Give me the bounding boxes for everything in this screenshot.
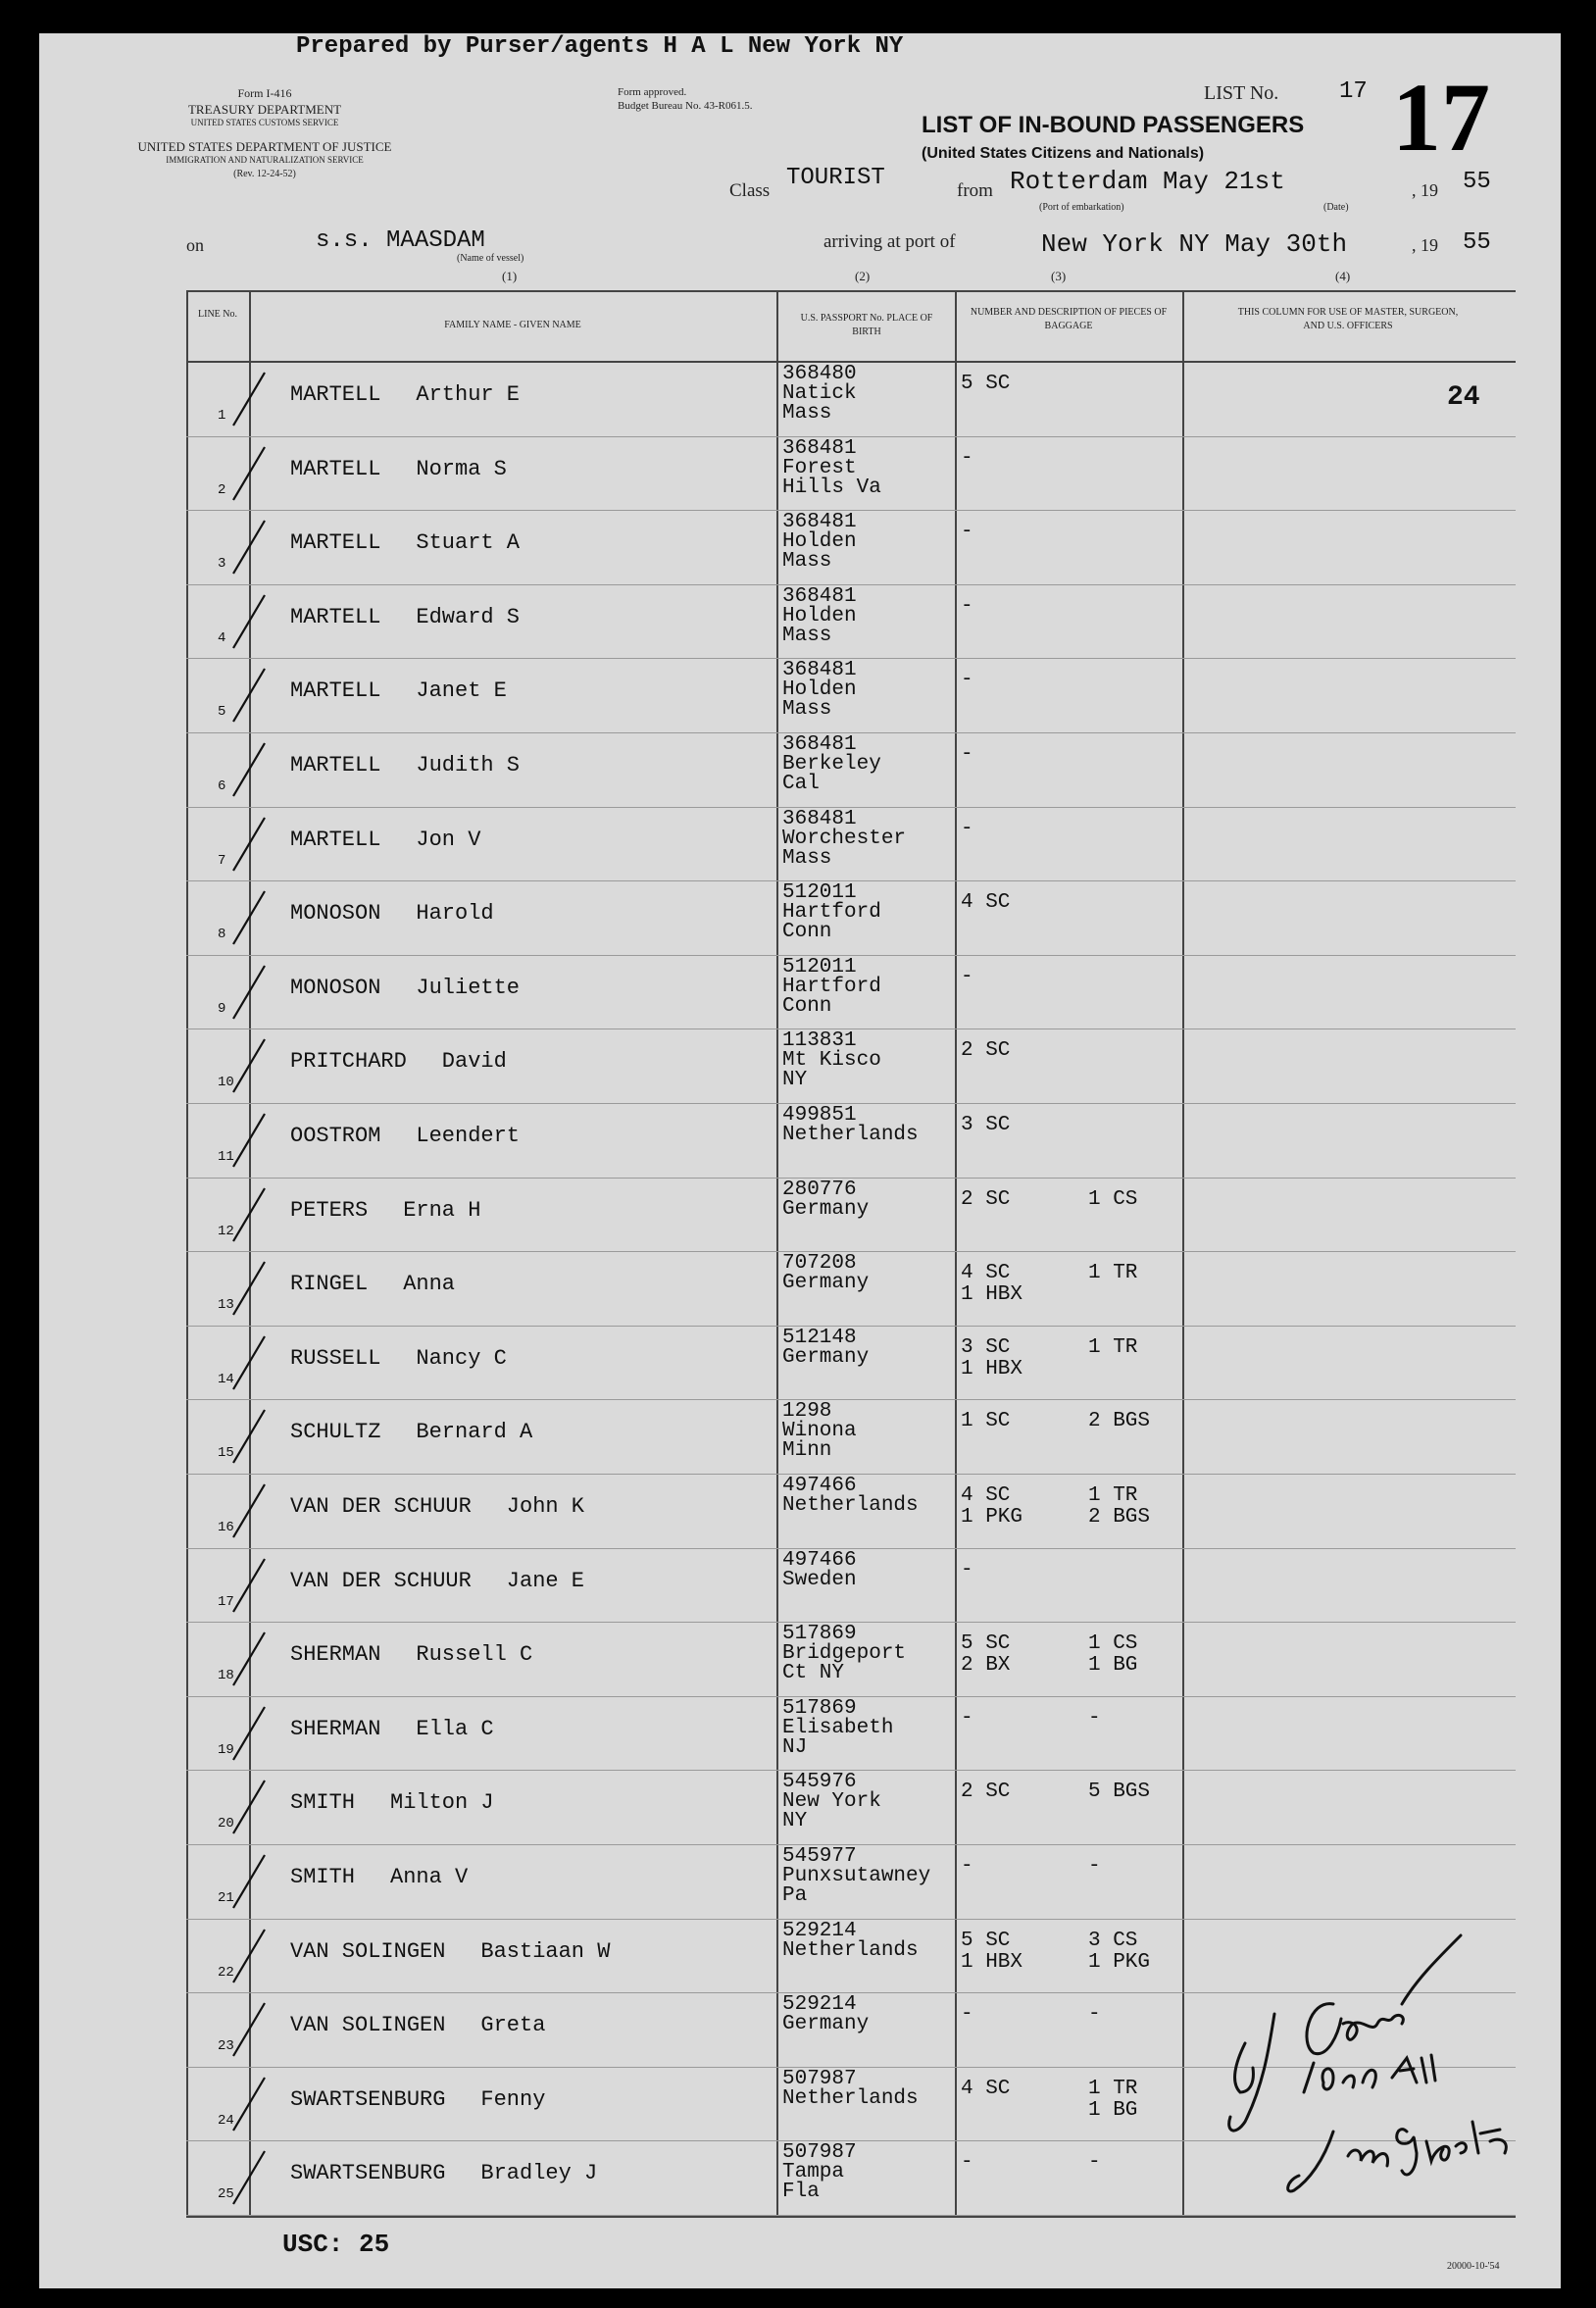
header-baggage: NUMBER AND DESCRIPTION OF PIECES OF BAGGAGE [970,307,1168,331]
line-number: 9 [218,1000,226,1017]
birth-place: Tampa [782,2161,845,2184]
baggage-4: 2 BGS [1088,1506,1151,1529]
inspector-signature-image [1216,1896,1549,2230]
given-name: Milton J [390,1790,494,1816]
family-name: MARTELL [290,604,381,629]
birth-place: Worchester [782,827,907,850]
baggage-4: 1 BG [1088,2098,1138,2122]
line-number: 14 [218,1371,234,1387]
birth-place: Bridgeport [782,1642,907,1666]
family-name: SMITH [290,1790,356,1816]
family-name: SHERMAN [290,1642,381,1668]
baggage-1: 3 SC [961,1335,1011,1359]
given-name: Juliette [416,975,521,1000]
baggage-3: 5 BGS [1088,1781,1151,1804]
baggage-4: 1 PKG [1088,1950,1151,1974]
year-suffix-1: 55 [1463,169,1491,195]
family-name: SWARTSENBURG [290,2161,446,2186]
given-name: Fenny [480,2086,546,2112]
header-officers: THIS COLUMN FOR USE OF MASTER, SURGEON, AND U.S. OFFICERS [1237,307,1459,331]
birth-place-line-2: Mass [782,402,832,425]
birth-place: Germany [782,1272,870,1295]
check-mark-icon [186,1330,274,1399]
check-mark-icon [186,1256,274,1325]
given-name: Jon V [416,827,481,852]
line-number: 19 [218,1741,234,1758]
birth-place: Sweden [782,1568,857,1591]
baggage-1: - [961,521,973,544]
baggage-1: - [961,743,973,766]
line-number: 3 [218,556,226,573]
given-name: Bastiaan W [480,1938,611,1964]
class-label: Class [729,180,771,201]
passport-number: 545977 [782,1845,857,1868]
birth-place: Netherlands [782,2086,919,2110]
justice-dept: UNITED STATES DEPARTMENT OF JUSTICE [137,139,392,154]
col-number-1: (1) [502,269,518,283]
passport-number: 368481 [782,584,857,608]
passport-number: 368481 [782,436,857,460]
passport-number: 517869 [782,1623,857,1646]
baggage-3: 1 CS [1088,1187,1138,1211]
vessel-note: (Name of vessel) [457,253,524,264]
passport-number: 368481 [782,733,857,756]
passport-number: 368480 [782,363,857,385]
passport-number: 113831 [782,1029,857,1053]
baggage-1: - [961,965,973,988]
check-mark-icon [186,441,274,510]
baggage-1: - [961,2003,973,2027]
check-mark-icon [186,1775,274,1843]
from-value: Rotterdam May 21st [1010,167,1285,196]
form-revision: (Rev. 12-24-52) [233,169,296,179]
passport-number: 529214 [782,1919,857,1942]
class-value: TOURIST [786,165,885,191]
baggage-2: 1 PKG [961,1506,1023,1529]
line-number: 2 [218,481,226,498]
baggage-2: 1 HBX [961,1283,1023,1307]
passport-number: 545976 [782,1771,857,1794]
birth-place: Holden [782,604,857,627]
baggage-1: 4 SC [961,1484,1011,1507]
baggage-1: 3 SC [961,1114,1011,1136]
family-name: PRITCHARD [290,1049,407,1075]
baggage-2: 1 HBX [961,1950,1023,1974]
line-number: 17 [218,1593,234,1610]
passport-number: 507987 [782,2141,857,2165]
col-number-4: (4) [1335,269,1351,283]
given-name: Leendert [416,1124,521,1148]
birth-place-line-2: Mass [782,550,832,574]
col-number-3: (3) [1051,269,1067,283]
line-number: 24 [218,2112,234,2129]
baggage-1: 2 SC [961,1187,1011,1211]
baggage-3: 3 CS [1088,1929,1138,1952]
check-mark-icon [186,589,274,658]
given-name: Anna [403,1272,455,1297]
birth-place: Netherlands [782,1124,919,1146]
given-name: David [441,1049,507,1075]
baggage-3: - [1088,1855,1101,1878]
vessel-name: s.s. MAASDAM [316,227,485,254]
given-name: Erna H [403,1197,481,1223]
check-mark-icon [186,885,274,954]
check-mark-icon [186,737,274,806]
passport-number: 497466 [782,1548,857,1572]
family-name: MONOSON [290,901,381,927]
baggage-1: 1 SC [961,1410,1011,1433]
baggage-1: - [961,446,973,470]
birth-place-line-2: NY [782,1810,808,1833]
check-mark-icon [186,1553,274,1622]
given-name: Edward S [416,604,521,629]
line-number: 8 [218,927,226,943]
birth-place: Winona [782,1420,857,1443]
given-name: Jane E [506,1568,585,1593]
baggage-1: 2 SC [961,1039,1011,1063]
birth-place-line-2: Conn [782,994,832,1018]
birth-place: Netherlands [782,1938,919,1962]
birth-place: Punxsutawney [782,1865,931,1887]
line-number: 16 [218,1520,234,1535]
given-name: Ella C [416,1716,494,1741]
form-number: Form I-416 [237,86,292,100]
family-name: MARTELL [290,382,381,407]
line-number: 7 [218,852,226,869]
line-number: 15 [218,1445,234,1462]
customs-service: UNITED STATES CUSTOMS SERVICE [190,118,339,127]
birth-place-line-2: Mass [782,624,832,647]
family-name: MARTELL [290,678,381,704]
passport-number: 497466 [782,1475,857,1497]
line-number: 23 [218,2038,234,2055]
birth-place: Germany [782,1345,870,1369]
passport-number: 529214 [782,1993,857,2017]
check-mark-icon [186,960,274,1029]
port-of-embarkation-note: (Port of embarkation) [1039,202,1124,213]
arriving-label: arriving at port of [823,231,956,252]
check-mark-icon [186,663,274,731]
col-divider-baggage [1182,292,1184,2218]
passport-number: 499851 [782,1104,857,1127]
check-mark-icon [186,1404,274,1473]
baggage-1: 4 SC [961,1262,1011,1285]
check-mark-icon [186,1924,274,1992]
passport-number: 368481 [782,659,857,682]
birth-place: Germany [782,1197,870,1221]
birth-place-line-2: Conn [782,921,832,944]
passport-number: 368481 [782,511,857,534]
baggage-3: - [1088,1706,1101,1730]
passport-number: 707208 [782,1252,857,1276]
check-mark-icon [186,812,274,880]
family-name: SHERMAN [290,1716,381,1741]
birth-place-line-2: Mass [782,698,832,722]
given-name: Bernard A [416,1420,533,1445]
birth-place: Holden [782,530,857,554]
given-name: Norma S [416,456,507,481]
birth-place-line-2: Cal [782,773,820,795]
arriving-value: New York NY May 30th [1041,229,1348,259]
check-mark-icon [186,2145,274,2214]
birth-place: Berkeley [782,753,881,776]
birth-place-line-2: NJ [782,1735,808,1759]
check-mark-icon [186,1627,274,1695]
check-mark-icon [186,1182,274,1251]
row-divider [186,1399,1516,1400]
family-name: OOSTROM [290,1124,381,1148]
family-name: VAN SOLINGEN [290,1938,446,1964]
form-approved: Form approved. [618,86,687,98]
baggage-3: 1 TR [1088,1335,1138,1359]
check-mark-icon [186,1849,274,1918]
baggage-3: - [1088,2003,1101,2027]
birth-place: Hartford [782,975,881,998]
check-mark-icon [186,515,274,583]
family-name: VAN DER SCHUUR [290,1568,472,1593]
baggage-2: 2 BX [961,1654,1011,1678]
line-number: 5 [218,704,226,721]
birth-place-line-2: NY [782,1069,808,1092]
year-prefix-2: , 19 [1412,235,1438,255]
baggage-1: - [961,1706,973,1730]
passport-number: 507987 [782,2067,857,2090]
passport-number: 517869 [782,1696,857,1720]
passport-number: 512148 [782,1326,857,1349]
list-no-value: 17 [1339,78,1368,105]
family-name: SWARTSENBURG [290,2086,446,2112]
table-top-border [186,290,1516,292]
line-number: 18 [218,1668,234,1684]
given-name: Harold [416,901,494,927]
line-number: 22 [218,1964,234,1981]
family-name: SMITH [290,1865,356,1889]
year-suffix-2: 55 [1463,229,1491,256]
check-mark-icon [186,1033,274,1102]
col-divider-passport [955,292,957,2218]
baggage-1: 5 SC [961,1929,1011,1952]
family-name: VAN SOLINGEN [290,2013,446,2038]
header-line-no: LINE No. [198,309,237,320]
line-number: 13 [218,1297,234,1314]
line-number: 20 [218,1816,234,1832]
form-subtitle: (United States Citizens and Nationals) [922,145,1205,162]
print-code: 20000-10-'54 [1447,2261,1500,2272]
check-mark-icon [186,1479,274,1547]
col-number-2: (2) [855,269,871,283]
manifest-page [39,33,1561,2288]
family-name: MARTELL [290,530,381,556]
baggage-3: 1 TR [1088,2077,1138,2100]
list-no-label: LIST No. [1204,82,1279,104]
birth-place: Forest [782,456,857,479]
birth-place: Netherlands [782,1494,919,1517]
baggage-1: - [961,817,973,840]
birth-place: Mt Kisco [782,1049,881,1073]
family-name: RUSSELL [290,1345,381,1371]
baggage-3: - [1088,2151,1101,2175]
baggage-1: 5 SC [961,373,1011,395]
baggage-3: 1 CS [1088,1632,1138,1656]
header-name: FAMILY NAME - GIVEN NAME [444,320,581,330]
given-name: John K [506,1494,585,1519]
line-number: 25 [218,2186,234,2203]
family-name: MONOSON [290,975,381,1000]
passport-number: 1298 [782,1400,832,1424]
birth-place-line-2: Pa [782,1884,808,1907]
given-name: Russell C [416,1642,533,1668]
baggage-3: 1 TR [1088,1484,1138,1507]
line-number: 1 [218,408,226,424]
on-label: on [186,235,204,255]
budget-bureau: Budget Bureau No. 43-R061.5. [618,100,753,112]
baggage-1: - [961,669,973,692]
family-name: PETERS [290,1197,369,1223]
date-note: (Date) [1323,202,1349,213]
line-number: 4 [218,629,226,646]
birth-place: Hartford [782,901,881,925]
col-divider-name [776,292,778,2218]
baggage-2: 1 HBX [961,1357,1023,1380]
given-name: Judith S [416,753,521,778]
baggage-1: 5 SC [961,1632,1011,1656]
birth-place: Germany [782,2013,870,2036]
given-name: Greta [480,2013,546,2038]
given-name: Stuart A [416,530,521,556]
baggage-1: 2 SC [961,1781,1011,1804]
family-name: RINGEL [290,1272,369,1297]
header-passport: U.S. PASSPORT No. PLACE OF BIRTH [800,313,933,337]
birth-place: Elisabeth [782,1716,894,1739]
list-big-number: 17 [1392,63,1490,172]
line-number: 10 [218,1075,234,1091]
line-number: 21 [218,1890,234,1906]
usc-count: USC: 25 [282,2230,390,2259]
from-label: from [957,180,993,201]
passport-number: 368481 [782,807,857,830]
family-name: MARTELL [290,827,381,852]
form-title: LIST OF IN-BOUND PASSENGERS [922,112,1305,138]
given-name: Bradley J [480,2161,598,2186]
baggage-4: 1 BG [1088,1654,1138,1678]
birth-place-line-2: Hills Va [782,476,881,499]
line-number: 12 [218,1223,234,1239]
check-mark-icon [186,1997,274,2066]
check-mark-icon [186,1701,274,1770]
given-name: Arthur E [416,382,521,407]
birth-place-line-2: Mass [782,846,832,870]
year-prefix-1: , 19 [1412,180,1438,200]
given-name: Anna V [390,1865,469,1889]
check-mark-icon [186,2072,274,2140]
baggage-1: 4 SC [961,891,1011,915]
passport-number: 512011 [782,955,857,978]
line-number: 11 [218,1149,234,1165]
page-mark: 24 [1447,382,1480,413]
line-number: 6 [218,778,226,794]
treasury-dept: TREASURY DEPARTMENT [187,102,342,117]
family-name: VAN DER SCHUUR [290,1494,472,1519]
birth-place-line-2: Fla [782,2181,820,2204]
baggage-1: 4 SC [961,2077,1011,2100]
baggage-1: - [961,1558,973,1581]
passport-number: 280776 [782,1178,857,1201]
baggage-1: - [961,2151,973,2175]
ins-service: IMMIGRATION AND NATURALIZATION SERVICE [166,155,364,165]
family-name: MARTELL [290,753,381,778]
birth-place: Holden [782,678,857,702]
birth-place-line-2: Ct NY [782,1662,845,1685]
baggage-3: 1 TR [1088,1262,1138,1285]
check-mark-icon [186,1108,274,1177]
passport-number: 512011 [782,881,857,905]
given-name: Janet E [416,678,507,704]
check-mark-icon [186,367,274,435]
given-name: Nancy C [416,1345,507,1371]
baggage-1: - [961,594,973,618]
baggage-1: - [961,1855,973,1878]
prepared-by-line: Prepared by Purser/agents H A L New York NY [296,33,904,60]
birth-place: New York [782,1790,881,1814]
birth-place: Natick [782,382,857,405]
family-name: SCHULTZ [290,1420,381,1445]
family-name: MARTELL [290,456,381,481]
birth-place-line-2: Minn [782,1439,832,1463]
baggage-3: 2 BGS [1088,1410,1151,1433]
